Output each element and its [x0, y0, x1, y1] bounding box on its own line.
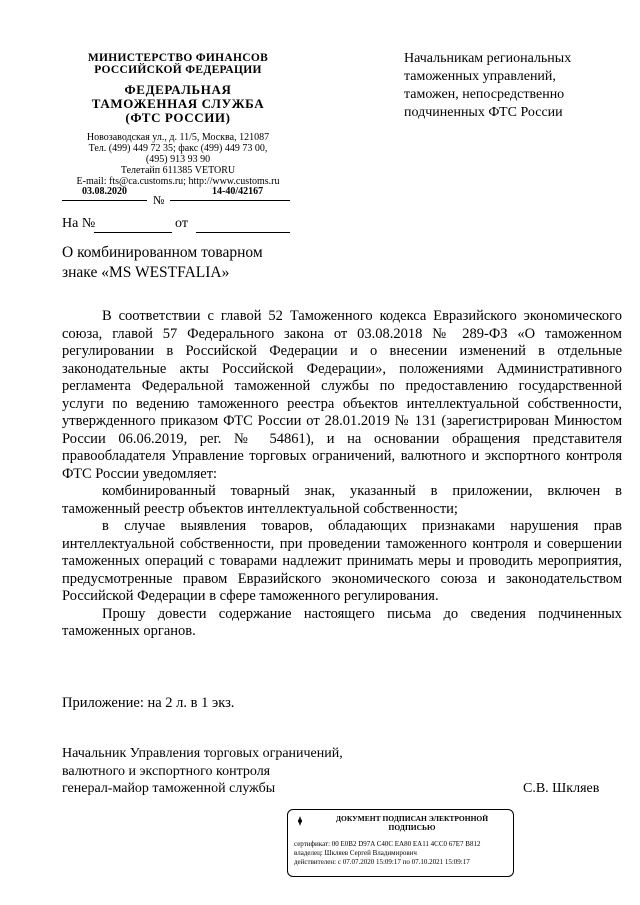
- paragraph-4: Прошу довести содержание настоящего письма до сведения подчиненных таможенных органов.: [62, 605, 622, 639]
- signatory-name: С.В. Шкляев: [523, 781, 600, 796]
- signatory-line1: Начальник Управления торговых ограничений,: [62, 746, 343, 761]
- reply-reference: [62, 216, 302, 236]
- electronic-signature-stamp: [287, 809, 514, 877]
- signatory-position: [62, 745, 392, 798]
- letter-body: [62, 308, 622, 641]
- emblem-icon: [294, 815, 306, 827]
- phone-fax: Тел. (499) 449 72 35; факс (499) 449 73 00,: [88, 143, 268, 154]
- signatory-line2: валютного и экспортного контроля: [62, 763, 271, 779]
- service-line1: ФЕДЕРАЛЬНАЯ: [124, 82, 232, 97]
- registration-line: [62, 186, 292, 206]
- service-line3: (ФТС РОССИИ): [125, 110, 231, 125]
- stamp-validity: действителен: с 07.07.2020 15:09:17 по 07.10.2021 15:09:17: [294, 858, 470, 866]
- email-web: E-mail: fts@ca.customs.ru; http://www.customs.ru: [76, 176, 280, 187]
- paragraph-2: комбинированный товарный знак, указанный в приложении, включен в таможенный реестр объектов интеллектуальной собственности;: [62, 483, 622, 517]
- ministry-line2: РОССИЙСКОЙ ФЕДЕРАЦИИ: [94, 64, 262, 76]
- subject: О комбинированном товарном знаке «MS WESTFALIA»: [62, 244, 263, 281]
- signatory-line3: генерал-майор таможенной службы: [62, 781, 276, 796]
- service-line2: ТАМОЖЕННАЯ СЛУЖБА: [91, 96, 265, 111]
- paragraph-1: В соответствии с главой 52 Таможенного кодекса Евразийского экономического союза, главой 57 Федерального закона от 03.08.2018 № 289-ФЗ «О таможенном регулировании в Российской Федерации и о внесении изменений в отдельные законодательные акты Российской Федерации», положениями Административного регламента Федеральной таможенной службы по предоставлению государственной услуги по ведению таможенного реестра объектов интеллектуальной собственности, утвержденного приказом ФТС России от 28.01.2019 № 131 (зарегистрирован Минюстом России 06.06.2019, рег. № 54861), и на основании обращения представителя правообладателя Управление торговых ограничений, валютного и экспортного контроля ФТС России уведомляет:: [62, 308, 622, 482]
- address: Новозаводская ул., д. 11/5, Москва, 121087: [86, 132, 270, 143]
- from-label: от: [175, 216, 188, 231]
- stamp-title: ДОКУМЕНТ ПОДПИСАН ЭЛЕКТРОННОЙ ПОДПИСЬЮ: [335, 814, 489, 832]
- number-sign: №: [153, 193, 165, 207]
- phone-2: (495) 913 93 90: [145, 154, 211, 165]
- registration-date: 03.08.2020: [82, 186, 127, 197]
- paragraph-3: в случае выявления товаров, обладающих признаками нарушения прав интеллектуальной собственности, при проведении таможенного контроля и совершении таможенных операций с товарами надлежит принимать меры и проводить мероприятия, предусмотренные правом Евразийского экономического союза и законодательством Российской Федерации в сфере таможенного регулирования.: [62, 518, 622, 604]
- addressee: Начальникам региональных таможенных управлений, таможен, непосредственно подчиненных ФТС России: [404, 51, 572, 120]
- reply-label: На №: [62, 216, 96, 231]
- stamp-owner: владелец: Шкляев Сергей Владимирович: [294, 849, 417, 857]
- registration-number: 14-40/42167: [212, 186, 264, 197]
- attachment-note: Приложение: на 2 л. в 1 экз.: [62, 695, 235, 711]
- stamp-certificate: сертификат: 00 E0B2 D97A C40C EA80 EA11 4CC0 67E7 B812: [294, 840, 481, 848]
- letterhead: [60, 52, 296, 187]
- teletype: Телетайп 611385 VETORU: [120, 165, 236, 176]
- ministry-line1: МИНИСТЕРСТВО ФИНАНСОВ: [87, 52, 269, 64]
